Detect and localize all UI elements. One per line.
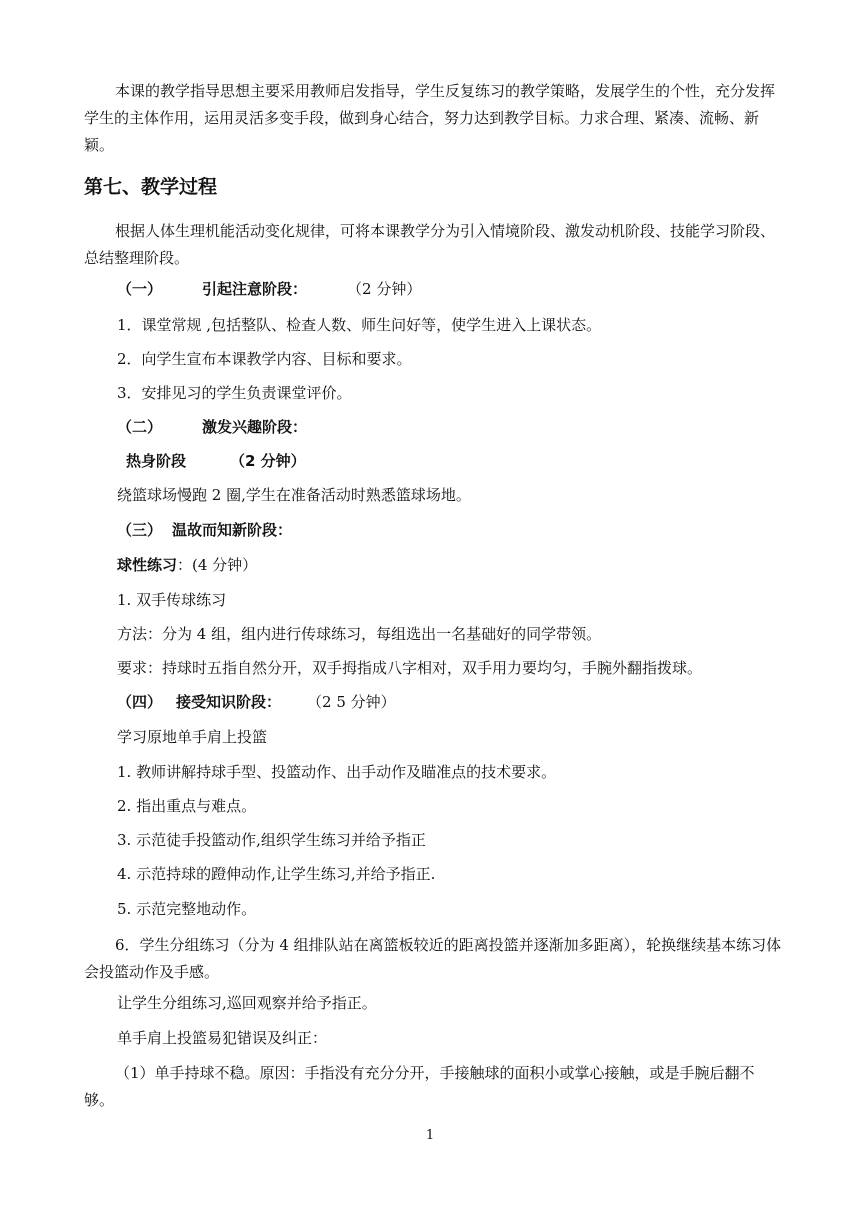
stage1-title: 引起注意阶段： [202,280,308,298]
intro-paragraph: 本课的教学指导思想主要采用教师启发指导，学生反复练习的教学策略，发展学生的个性，充分发挥学生的主体作用，运用灵活多变手段，做到身心结合，努力达到教学目标。力求合理、紧凑、流畅、新颖。 [84,82,776,154]
stage2-heading [117,414,817,441]
error1-paragraph: （1）单手持球不稳。原因：手指没有充分分开，手接触球的面积小或掌心接触，或是手腕后翻不够。 [84,1064,755,1109]
method-text: 方法：分为 4 组，组内进行传球练习，每组选出一名基础好的同学带领。 [117,625,602,643]
item6-paragraph: 6．学生分组练习（分为 4 组排队站在离篮板较近的距离投篮并逐渐加多距离），轮换继续基本练习体会投篮动作及手感。 [84,936,782,981]
stage3-num: （三） [117,521,163,539]
ball-practice-heading [117,552,817,579]
stage4-heading [117,689,817,716]
section-title: 第七、教学过程 [84,176,218,198]
warmup-title: 热身阶段 [126,452,187,470]
ball-practice-time: ：(4 分钟） [177,556,258,574]
stage1-item: 2．向学生宣布本课教学内容、目标和要求。 [117,350,412,368]
stage4-time: （2 5 分钟） [307,693,396,711]
page-number: 1 [425,1128,435,1143]
learn-title: 学习原地单手肩上投篮 [117,728,268,746]
stage2-title: 激发兴趣阶段： [202,418,308,436]
ball-practice-title: 球性练习 [117,556,178,574]
stage3-title: 温故而知新阶段： [172,521,293,539]
stage1-item: 3．安排见习的学生负责课堂评价。 [117,384,352,402]
stage1-heading [117,276,817,303]
learn-item: 3. 示范徒手投篮动作,组织学生练习并给予指正 [117,831,426,849]
pass-title: 1. 双手传球练习 [117,591,227,609]
group-practice-text: 让学生分组练习,巡回观察并给予指正。 [117,994,377,1012]
learn-item: 1. 教师讲解持球手型、投篮动作、出手动作及瞄准点的技术要求。 [117,763,557,781]
requirement-text: 要求：持球时五指自然分开，双手拇指成八字相对，双手用力要均匀，手腕外翻指拨球。 [117,659,703,677]
stage1-item: 1．课堂常规 ,包括整队、检查人数、师生问好等，使学生进入上课状态。 [117,316,602,334]
stage4-num: （四） [117,693,163,711]
errors-title: 单手肩上投篮易犯错误及纠正： [117,1029,328,1047]
stage4-title: 接受知识阶段： [176,693,282,711]
learn-item: 5. 示范完整地动作。 [117,900,257,918]
warmup-heading [126,448,826,475]
stage1-time: （2 分钟） [347,280,422,298]
learn-item: 4. 示范持球的蹬伸动作,让学生练习,并给予指正. [117,865,436,883]
stage3-heading [117,517,817,544]
section-intro: 根据人体生理机能活动变化规律，可将本课教学分为引入情境阶段、激发动机阶段、技能学习阶段、总结整理阶段。 [84,222,776,267]
warmup-time: （2 分钟） [230,452,306,470]
stage2-num: （二） [117,418,163,436]
warmup-text: 绕篮球场慢跑 2 圈,学生在准备活动时熟悉篮球场地。 [117,486,471,504]
learn-item: 2. 指出重点与难点。 [117,797,257,815]
stage1-num: （一） [117,280,163,298]
